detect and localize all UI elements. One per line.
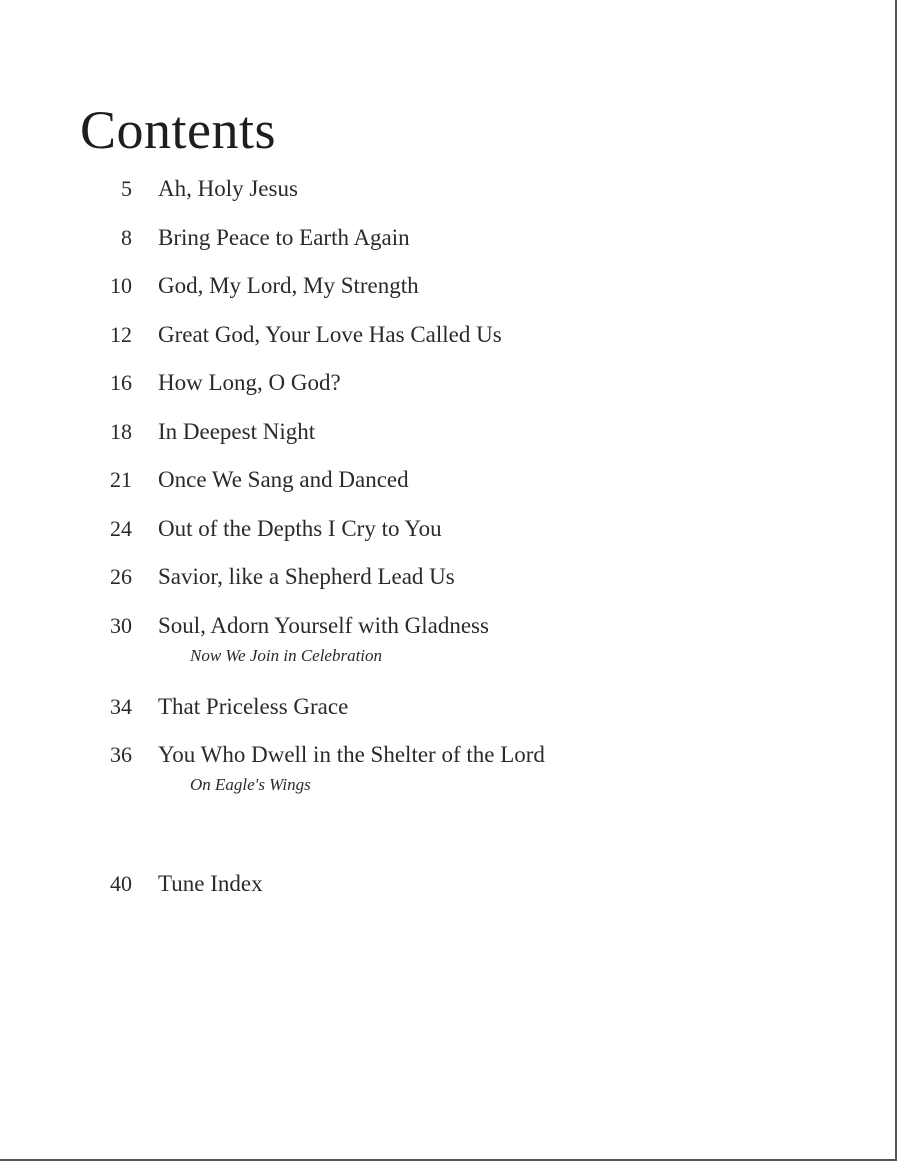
toc-page-number: 24 — [110, 516, 132, 541]
toc-page-number: 8 — [121, 225, 132, 250]
toc-title: Great God, Your Love Has Called Us — [158, 322, 502, 347]
page-title: Contents — [80, 100, 277, 160]
toc-page-number: 36 — [110, 742, 132, 767]
toc-page-number: 10 — [110, 273, 132, 298]
toc-page-number: 21 — [110, 467, 132, 492]
toc-entry-bring-peace[interactable] — [0, 221, 880, 255]
toc-title: Bring Peace to Earth Again — [158, 225, 410, 250]
toc-page-number: 30 — [110, 613, 132, 638]
toc-page-number: 5 — [121, 176, 132, 201]
toc-entry-savior-shepherd[interactable] — [0, 560, 880, 594]
toc-entry-once-we-sang[interactable] — [0, 463, 880, 497]
toc-page-number: 26 — [110, 564, 132, 589]
toc-entry-priceless-grace[interactable] — [0, 690, 880, 724]
toc-subtitle: On Eagle's Wings — [190, 775, 311, 794]
toc-page-number: 12 — [110, 322, 132, 347]
toc-entry-in-deepest-night[interactable] — [0, 415, 880, 449]
toc-title: Soul, Adorn Yourself with Gladness — [158, 613, 489, 638]
toc-entry-out-of-the-depths[interactable] — [0, 512, 880, 546]
toc-subtitle: Now We Join in Celebration — [190, 646, 383, 665]
toc-title: You Who Dwell in the Shelter of the Lord — [158, 742, 545, 767]
toc-title: How Long, O God? — [158, 370, 341, 395]
toc-entry-how-long[interactable] — [0, 366, 880, 400]
toc-title: Ah, Holy Jesus — [158, 176, 298, 201]
toc-title: Tune Index — [158, 871, 263, 896]
toc-entry-tune-index[interactable] — [0, 867, 880, 901]
toc-title: In Deepest Night — [158, 419, 316, 444]
toc-page-number: 16 — [110, 370, 132, 395]
toc-entry-ah-holy-jesus[interactable] — [0, 172, 880, 206]
toc-entry-you-who-dwell[interactable] — [0, 738, 880, 800]
toc-page-number: 40 — [110, 871, 132, 896]
toc-title: Out of the Depths I Cry to You — [158, 516, 442, 541]
toc-entry-god-my-lord[interactable] — [0, 269, 880, 303]
toc-title: God, My Lord, My Strength — [158, 273, 419, 298]
toc-page-number: 34 — [110, 694, 132, 719]
toc-title: Once We Sang and Danced — [158, 467, 409, 492]
toc-title: Savior, like a Shepherd Lead Us — [158, 564, 455, 589]
toc-page-number: 18 — [110, 419, 132, 444]
toc-title: That Priceless Grace — [158, 694, 349, 719]
toc-entry-great-god[interactable] — [0, 318, 880, 352]
toc-entry-soul-adorn[interactable] — [0, 609, 880, 671]
